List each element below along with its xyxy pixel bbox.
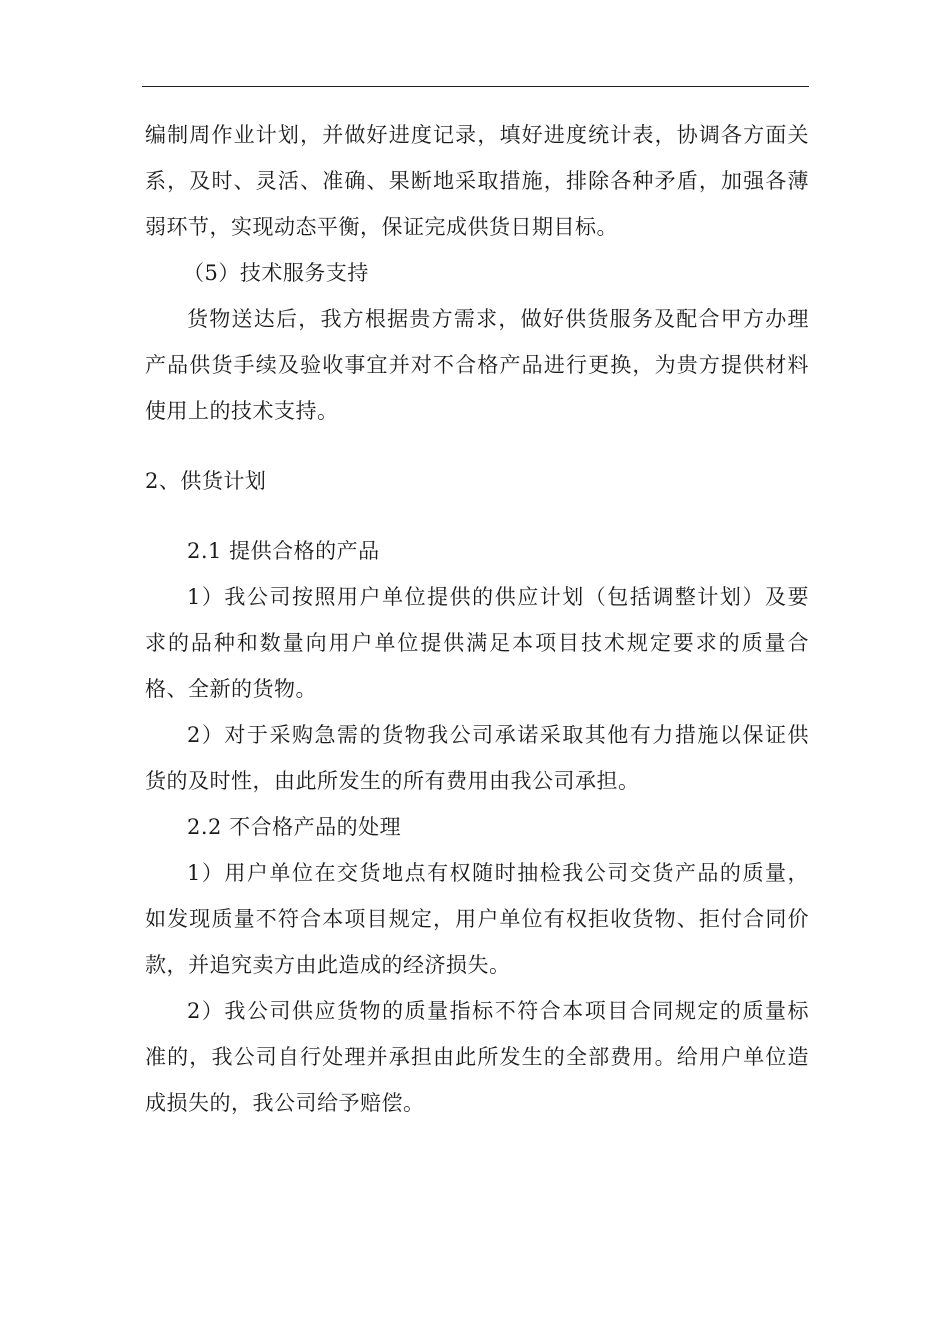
- subsection-heading: 2.2 不合格产品的处理: [187, 815, 402, 839]
- paragraph-line: 成损失的，我公司给予赔偿。: [145, 1091, 425, 1115]
- subsection-heading: （5）技术服务支持: [183, 261, 369, 285]
- paragraph-line: 货物送达后，我方根据贵方需求，做好供货服务及配合甲方办理: [187, 307, 809, 331]
- paragraph-line: 求的品种和数量向用户单位提供满足本项目技术规定要求的质量合: [145, 631, 809, 655]
- paragraph-line: 2）对于采购急需的货物我公司承诺采取其他有力措施以保证供: [187, 723, 809, 747]
- paragraph-line: 使用上的技术支持。: [145, 399, 339, 423]
- paragraph-line: 款，并追究卖方由此造成的经济损失。: [145, 953, 511, 977]
- paragraph-line: 2）我公司供应货物的质量指标不符合本项目合同规定的质量标: [187, 999, 809, 1023]
- document-body: [145, 112, 809, 1126]
- header-rule: [142, 86, 809, 87]
- paragraph-line: 产品供货手续及验收事宜并对不合格产品进行更换，为贵方提供材料: [145, 353, 809, 377]
- paragraph-line: 准的，我公司自行处理并承担由此所发生的全部费用。给用户单位造: [145, 1045, 809, 1069]
- paragraph-line: 1）用户单位在交货地点有权随时抽检我公司交货产品的质量，: [187, 861, 809, 885]
- paragraph-line: 弱环节，实现动态平衡，保证完成供货日期目标。: [145, 215, 618, 239]
- paragraph-line: 格、全新的货物。: [145, 677, 317, 701]
- paragraph-line: 如发现质量不符合本项目规定，用户单位有权拒收货物、拒付合同价: [145, 907, 809, 931]
- subsection-heading: 2.1 提供合格的产品: [187, 539, 380, 563]
- section-heading: 2、供货计划: [145, 469, 267, 493]
- paragraph-line: 货的及时性，由此所发生的所有费用由我公司承担。: [145, 769, 640, 793]
- paragraph-line: 1）我公司按照用户单位提供的供应计划（包括调整计划）及要: [187, 585, 809, 609]
- paragraph-line: 编制周作业计划，并做好进度记录，填好进度统计表，协调各方面关: [145, 123, 809, 147]
- paragraph-line: 系，及时、灵活、准确、果断地采取措施，排除各种矛盾，加强各薄: [145, 169, 809, 193]
